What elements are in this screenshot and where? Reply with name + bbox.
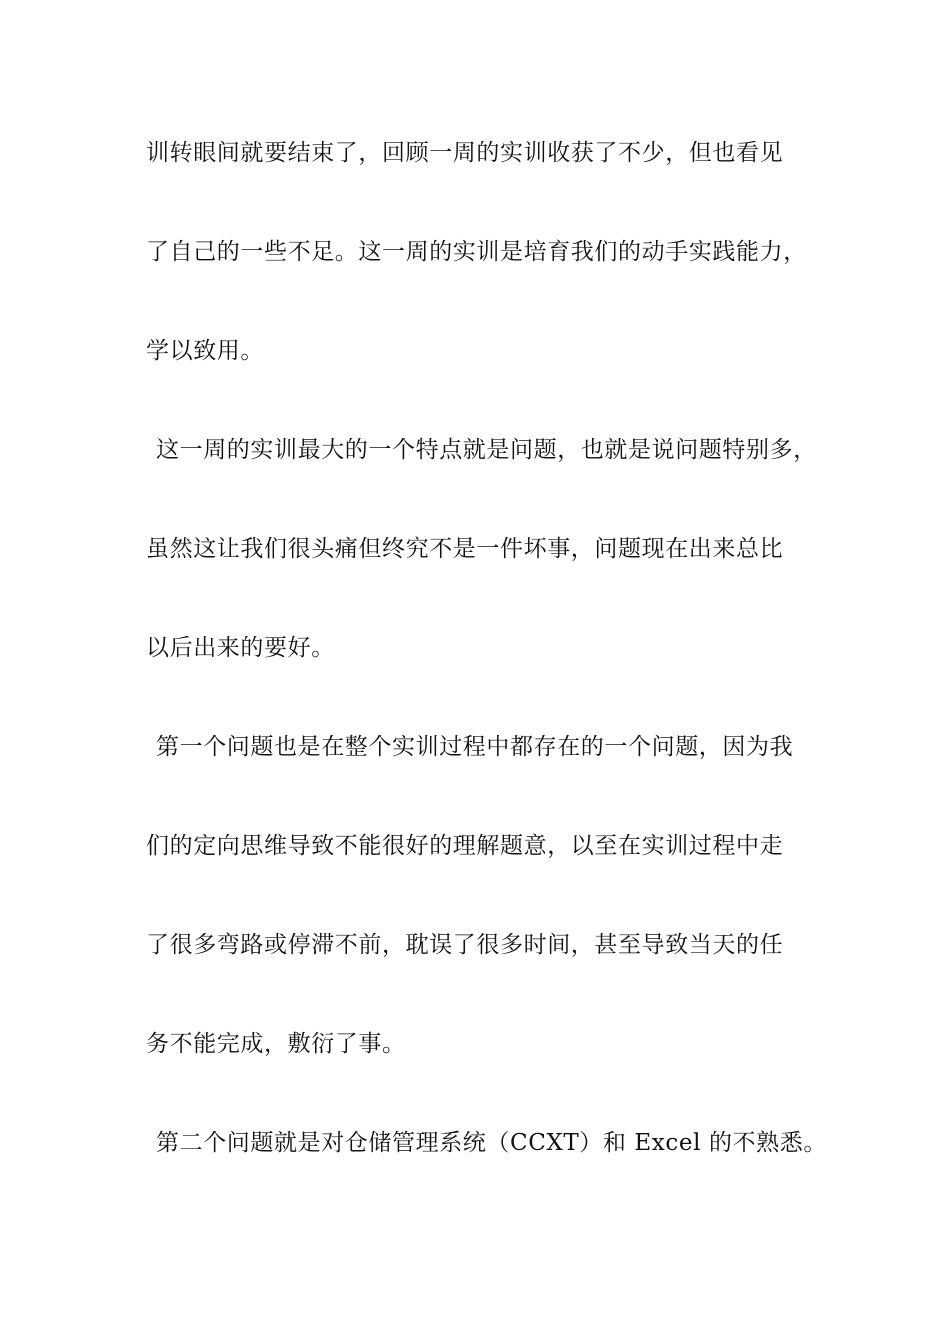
text-line-3: 学以致用。 xyxy=(146,338,264,364)
text-line-6: 以后出来的要好。 xyxy=(146,635,335,661)
text-line-9: 了很多弯路或停滞不前，耽误了很多时间，甚至导致当天的任 xyxy=(146,932,784,958)
text-line-4: 这一周的实训最大的一个特点就是问题，也就是说问题特别多， xyxy=(156,437,817,463)
text-line-11: 第二个问题就是对仓储管理系统（CCXT）和 Excel 的不熟悉。 xyxy=(156,1130,827,1156)
text-line-7: 第一个问题也是在整个实训过程中都存在的一个问题，因为我 xyxy=(156,734,794,760)
text-line-8: 们的定向思维导致不能很好的理解题意，以至在实训过程中走 xyxy=(146,833,784,859)
text-line-10: 务不能完成，敷衍了事。 xyxy=(146,1031,406,1057)
text-line-5: 虽然这让我们很头痛但终究不是一件坏事，问题现在出来总比 xyxy=(146,536,784,562)
text-line-2: 了自己的一些不足。这一周的实训是培育我们的动手实践能力， xyxy=(146,239,807,265)
text-line-1: 训转眼间就要结束了，回顾一周的实训收获了不少，但也看见 xyxy=(146,140,784,166)
